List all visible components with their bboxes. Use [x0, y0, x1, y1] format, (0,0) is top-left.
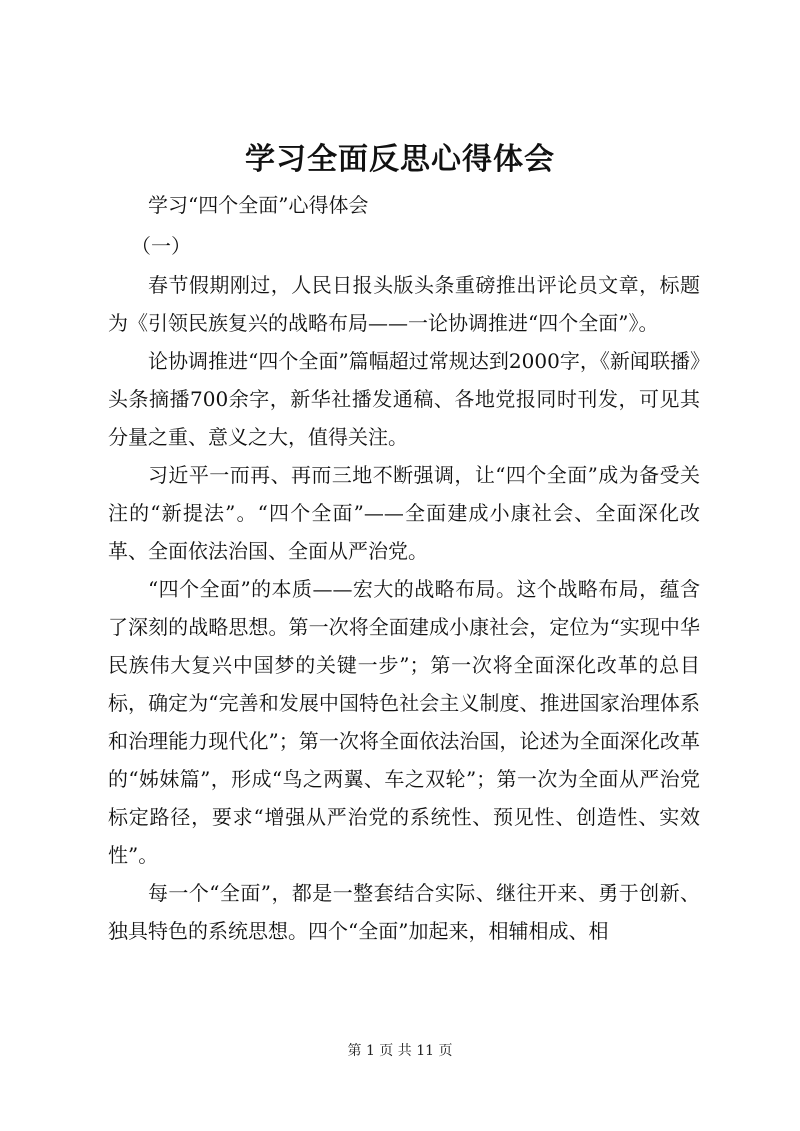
document-subtitle: 学习“四个全面”心得体会 [148, 193, 369, 217]
paragraph-5: 每一个“全面”，都是一整套结合实际、继往开来、勇于创新、独具特色的系统思想。四个“全面”加起来，相辅相成、相 [108, 881, 700, 943]
document-title: 学习全面反思心得体会 [245, 142, 555, 177]
paragraph-3: 习近平一而再、再而三地不断强调，让“四个全面”成为备受关注的“新提法”。“四个全面”——全面建成小康社会、全面深化改革、全面依法治国、全面从严治党。 [108, 463, 700, 563]
paragraph-4: “四个全面”的本质——宏大的战略布局。这个战略布局，蕴含了深刻的战略思想。第一次将全面建成小康社会，定位为“实现中华民族伟大复兴中国梦的关键一步”；第一次将全面深化改革的总目标，确定为“完善和发展中国特色社会主义制度、推进国家治理体系和治理能力现代化”；第一次将全面依法治国，论述为全面深化改革的“姊妹篇”，形成“鸟之两翼、车之双轮”；第一次为全面从严治党标定路径，要求“增强从严治党的系统性、预见性、创造性、实效性”。 [108, 577, 700, 867]
paragraph-1: 春节假期刚过，人民日报头版头条重磅推出评论员文章，标题为《引领民族复兴的战略布局——一论协调推进“四个全面”》。 [108, 273, 700, 335]
paragraph-2: 论协调推进“四个全面”篇幅超过常规达到2000字，《新闻联播》头条摘播700余字，新华社播发通稿、各地党报同时刊发，可见其分量之重、意义之大，值得关注。 [108, 349, 700, 449]
page-footer: 第 1 页 共 11 页 [347, 1043, 453, 1059]
document-body [108, 266, 700, 950]
section-number: （一） [131, 234, 191, 258]
